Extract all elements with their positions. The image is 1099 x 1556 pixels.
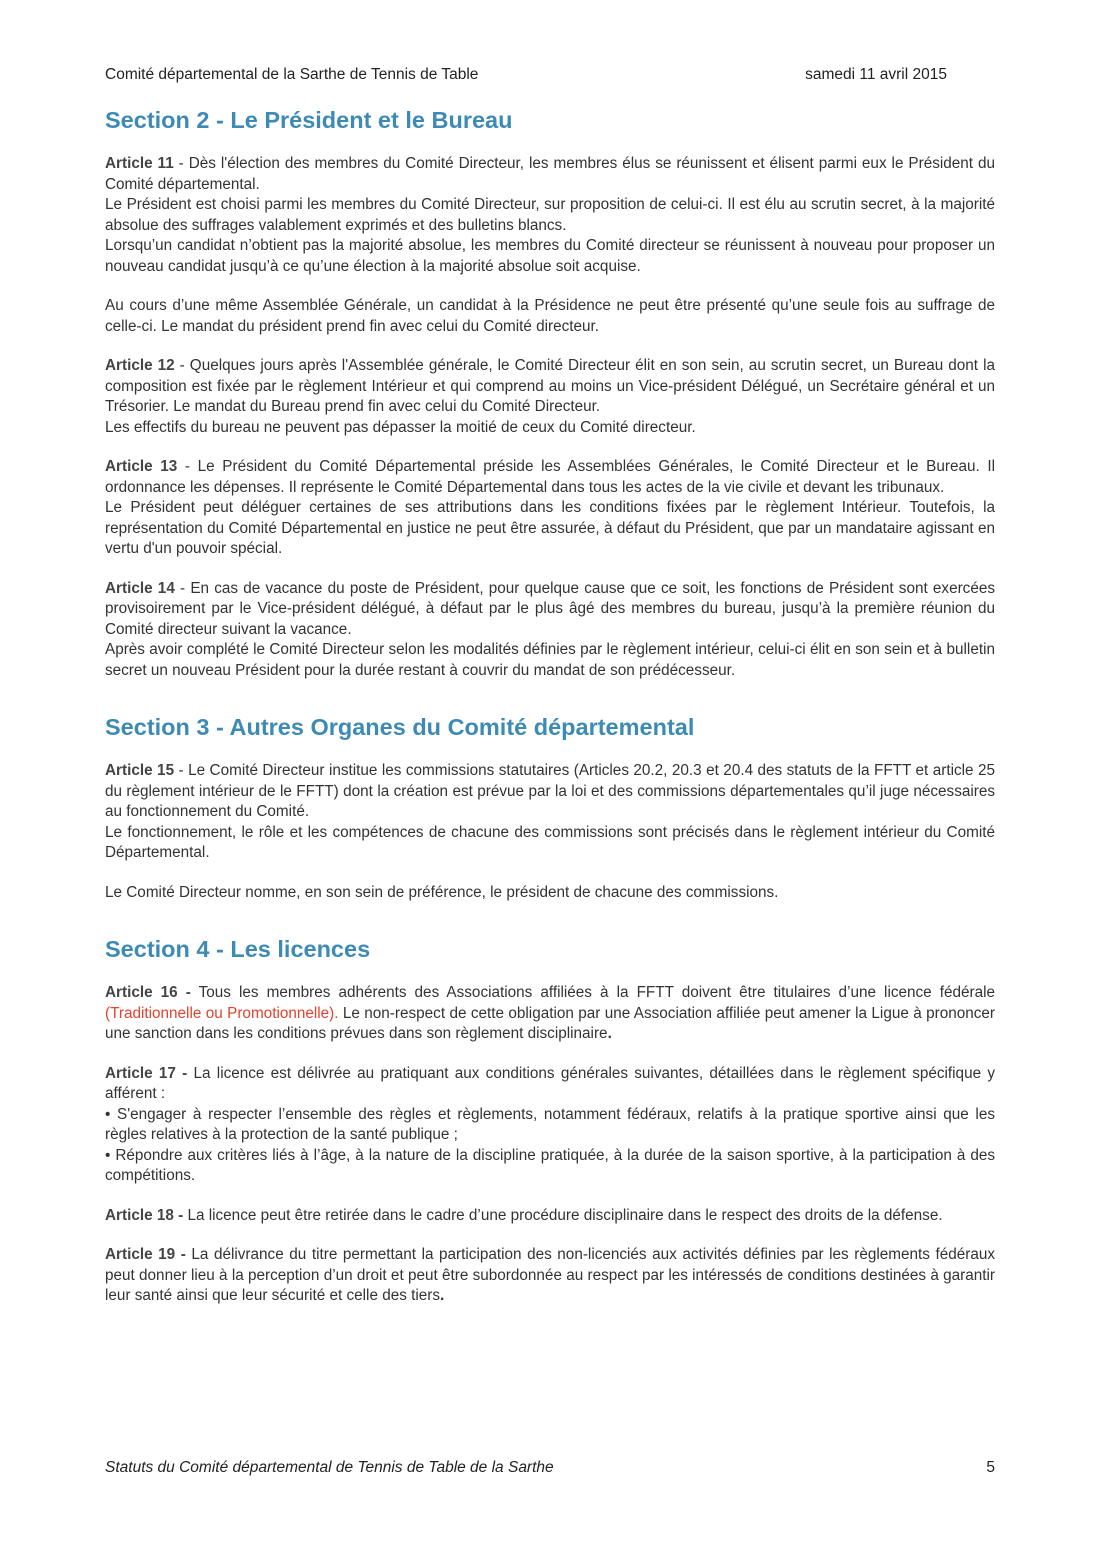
article-12: Article 12 - Quelques jours après l'Assemblée générale, le Comité Directeur élit en son sein, au scrutin secret, un Bureau dont la composition est fixée par le règlement Intérieur et qui comprend au moins un Vice-président Délégué, un Secrétaire général et un Trésorier. Le mandat du Bureau prend fin avec celui du Comité Directeur. Les effectifs du bureau ne peuvent pas dépasser la moitié de ceux du Comité directeur. <box>105 357 995 436</box>
article-label: Article 17 - <box>105 1064 188 1082</box>
page-footer <box>105 1459 995 1477</box>
article-11: Article 11 - Dès l'élection des membres du Comité Directeur, les membres élus se réunissent et élisent parmi eux le Président du Comité départemental. Le Président est choisi parmi les membres du Comité Directeur, sur proposition de celui-ci. Il est élu au scrutin secret, à la majorité absolue des suffrages valablement exprimés et des bulletins blancs. Lorsqu’un candidat n’obtient pas la majorité absolue, les membres du Comité directeur se réunissent à nouveau pour proposer un nouveau candidat jusqu’à ce qu’une élection à la majorité absolue soit acquise. <box>105 155 995 275</box>
article-label: Article 12 <box>105 357 175 374</box>
header-organization: Comité départemental de la Sarthe de Tennis de Table <box>105 66 479 83</box>
article-label: Article 19 - <box>105 1246 186 1263</box>
article-label: Article 11 <box>105 155 174 172</box>
header-date: samedi 11 avril 2015 <box>805 66 947 83</box>
article-18: Article 18 - La licence peut être retirée dans le cadre d’une procédure disciplinaire dans le respect des droits de la défense. <box>105 1206 943 1224</box>
section-3 <box>105 711 995 903</box>
list-item: • Répondre aux critères liés à l’âge, à la nature de la discipline pratiquée, à la durée de la saison sportive, à la participation à des compétitions. <box>105 1146 995 1184</box>
article-19: Article 19 - La délivrance du titre permettant la participation des non-licenciés aux activités définies par les règlements fédéraux peut donner lieu à la perception d’un droit et peut être subordonnée au respect par les intéressés de conditions destinées à garantir leur santé ainsi que leur sécurité et celle des tiers. <box>105 1246 996 1304</box>
section-4 <box>105 933 995 1307</box>
article-label: Article 13 <box>105 458 178 475</box>
page-content <box>105 104 995 1337</box>
article-label: Article 14 <box>105 579 175 597</box>
section-title: Section 2 - Le Président et le Bureau <box>105 107 513 133</box>
section-title: Section 4 - Les licences <box>105 936 371 962</box>
article-15: Article 15 - Le Comité Directeur institue les commissions statutaires (Articles 20.2, 20.3 et 20.4 des statuts de la FFTT et article 25 du règlement intérieur de le FFTT) dont la création est prévue par la loi et des commissions départementales qu’il juge nécessaires au fonctionnement du Comité. Le fonctionnement, le rôle et les compétences de chacune des commissions sont précisés dans le règlement intérieur du Comité Départemental. <box>105 762 995 861</box>
paragraph-assemblee: Au cours d’une même Assemblée Générale, un candidat à la Présidence ne peut être présenté qu’une seule fois au suffrage de celle-ci. Le mandat du président prend fin avec celui du Comité directeur. <box>105 297 995 335</box>
footer-title: Statuts du Comité départemental de Tennis de Table de la Sarthe <box>105 1459 554 1476</box>
article-label: Article 18 - <box>105 1206 184 1224</box>
article-label: Article 16 - <box>105 984 191 1001</box>
list-item: • S'engager à respecter l’ensemble des règles et règlements, notamment fédéraux, relatifs à la pratique sportive ainsi que les règles relatives à la protection de la santé publique ; <box>105 1105 995 1143</box>
page-header <box>105 66 947 84</box>
article-14: Article 14 - En cas de vacance du poste de Président, pour quelque cause que ce soit, les fonctions de Président sont exercées provisoirement par le Vice-président délégué, à défaut par le plus âgé des membres du bureau, jusqu’à la première réunion du Comité directeur suivant la vacance. Après avoir complété le Comité Directeur selon les modalités définies par le règlement intérieur, celui-ci élit en son sein et à bulletin secret un nouveau Président pour la durée restant à couvrir du mandat de son prédécesseur. <box>105 579 995 679</box>
paragraph-commissions: Le Comité Directeur nomme, en son sein de préférence, le président de chacune des commissions. <box>105 883 779 901</box>
highlighted-text: (Traditionnelle ou Promotionnelle). <box>105 1004 339 1022</box>
article-17: Article 17 - La licence est délivrée au pratiquant aux conditions générales suivantes, détaillées dans le règlement spécifique y afférent : • S'engager à respecter l’ensemble des règles et règlements, notamment fédéraux, relatifs à la pratique sportive ainsi que les règles relatives à la protection de la santé publique ; • Répondre aux critères liés à l’âge, à la nature de la discipline pratiquée, à la durée de la saison sportive, à la participation à des compétitions. <box>105 1064 995 1187</box>
article-16: Article 16 - Tous les membres adhérents des Associations affiliées à la FFTT doivent être titulaires d’une licence fédérale (Traditionnelle ou Promotionnelle). Le non-respect de cette obligation par une Association affiliée peut amener la Ligue à prononcer une sanction dans les conditions prévues dans son règlement disciplinaire. <box>105 984 996 1042</box>
article-13: Article 13 - Le Président du Comité Départemental préside les Assemblées Générales, le Comité Directeur et le Bureau. Il ordonnance les dépenses. Il représente le Comité Départemental dans tous les actes de la vie civile et devant les tribunaux. Le Président peut déléguer certaines de ses attributions dans les conditions fixées par le règlement Intérieur. Toutefois, la représentation du Comité Départemental en justice ne peut être assurée, à défaut du Président, que par un mandataire agissant en vertu d'un pouvoir spécial. <box>105 458 996 557</box>
section-title: Section 3 - Autres Organes du Comité départemental <box>105 714 695 740</box>
article-label: Article 15 <box>105 762 175 779</box>
section-2 <box>105 104 995 681</box>
page-number: 5 <box>986 1459 995 1476</box>
